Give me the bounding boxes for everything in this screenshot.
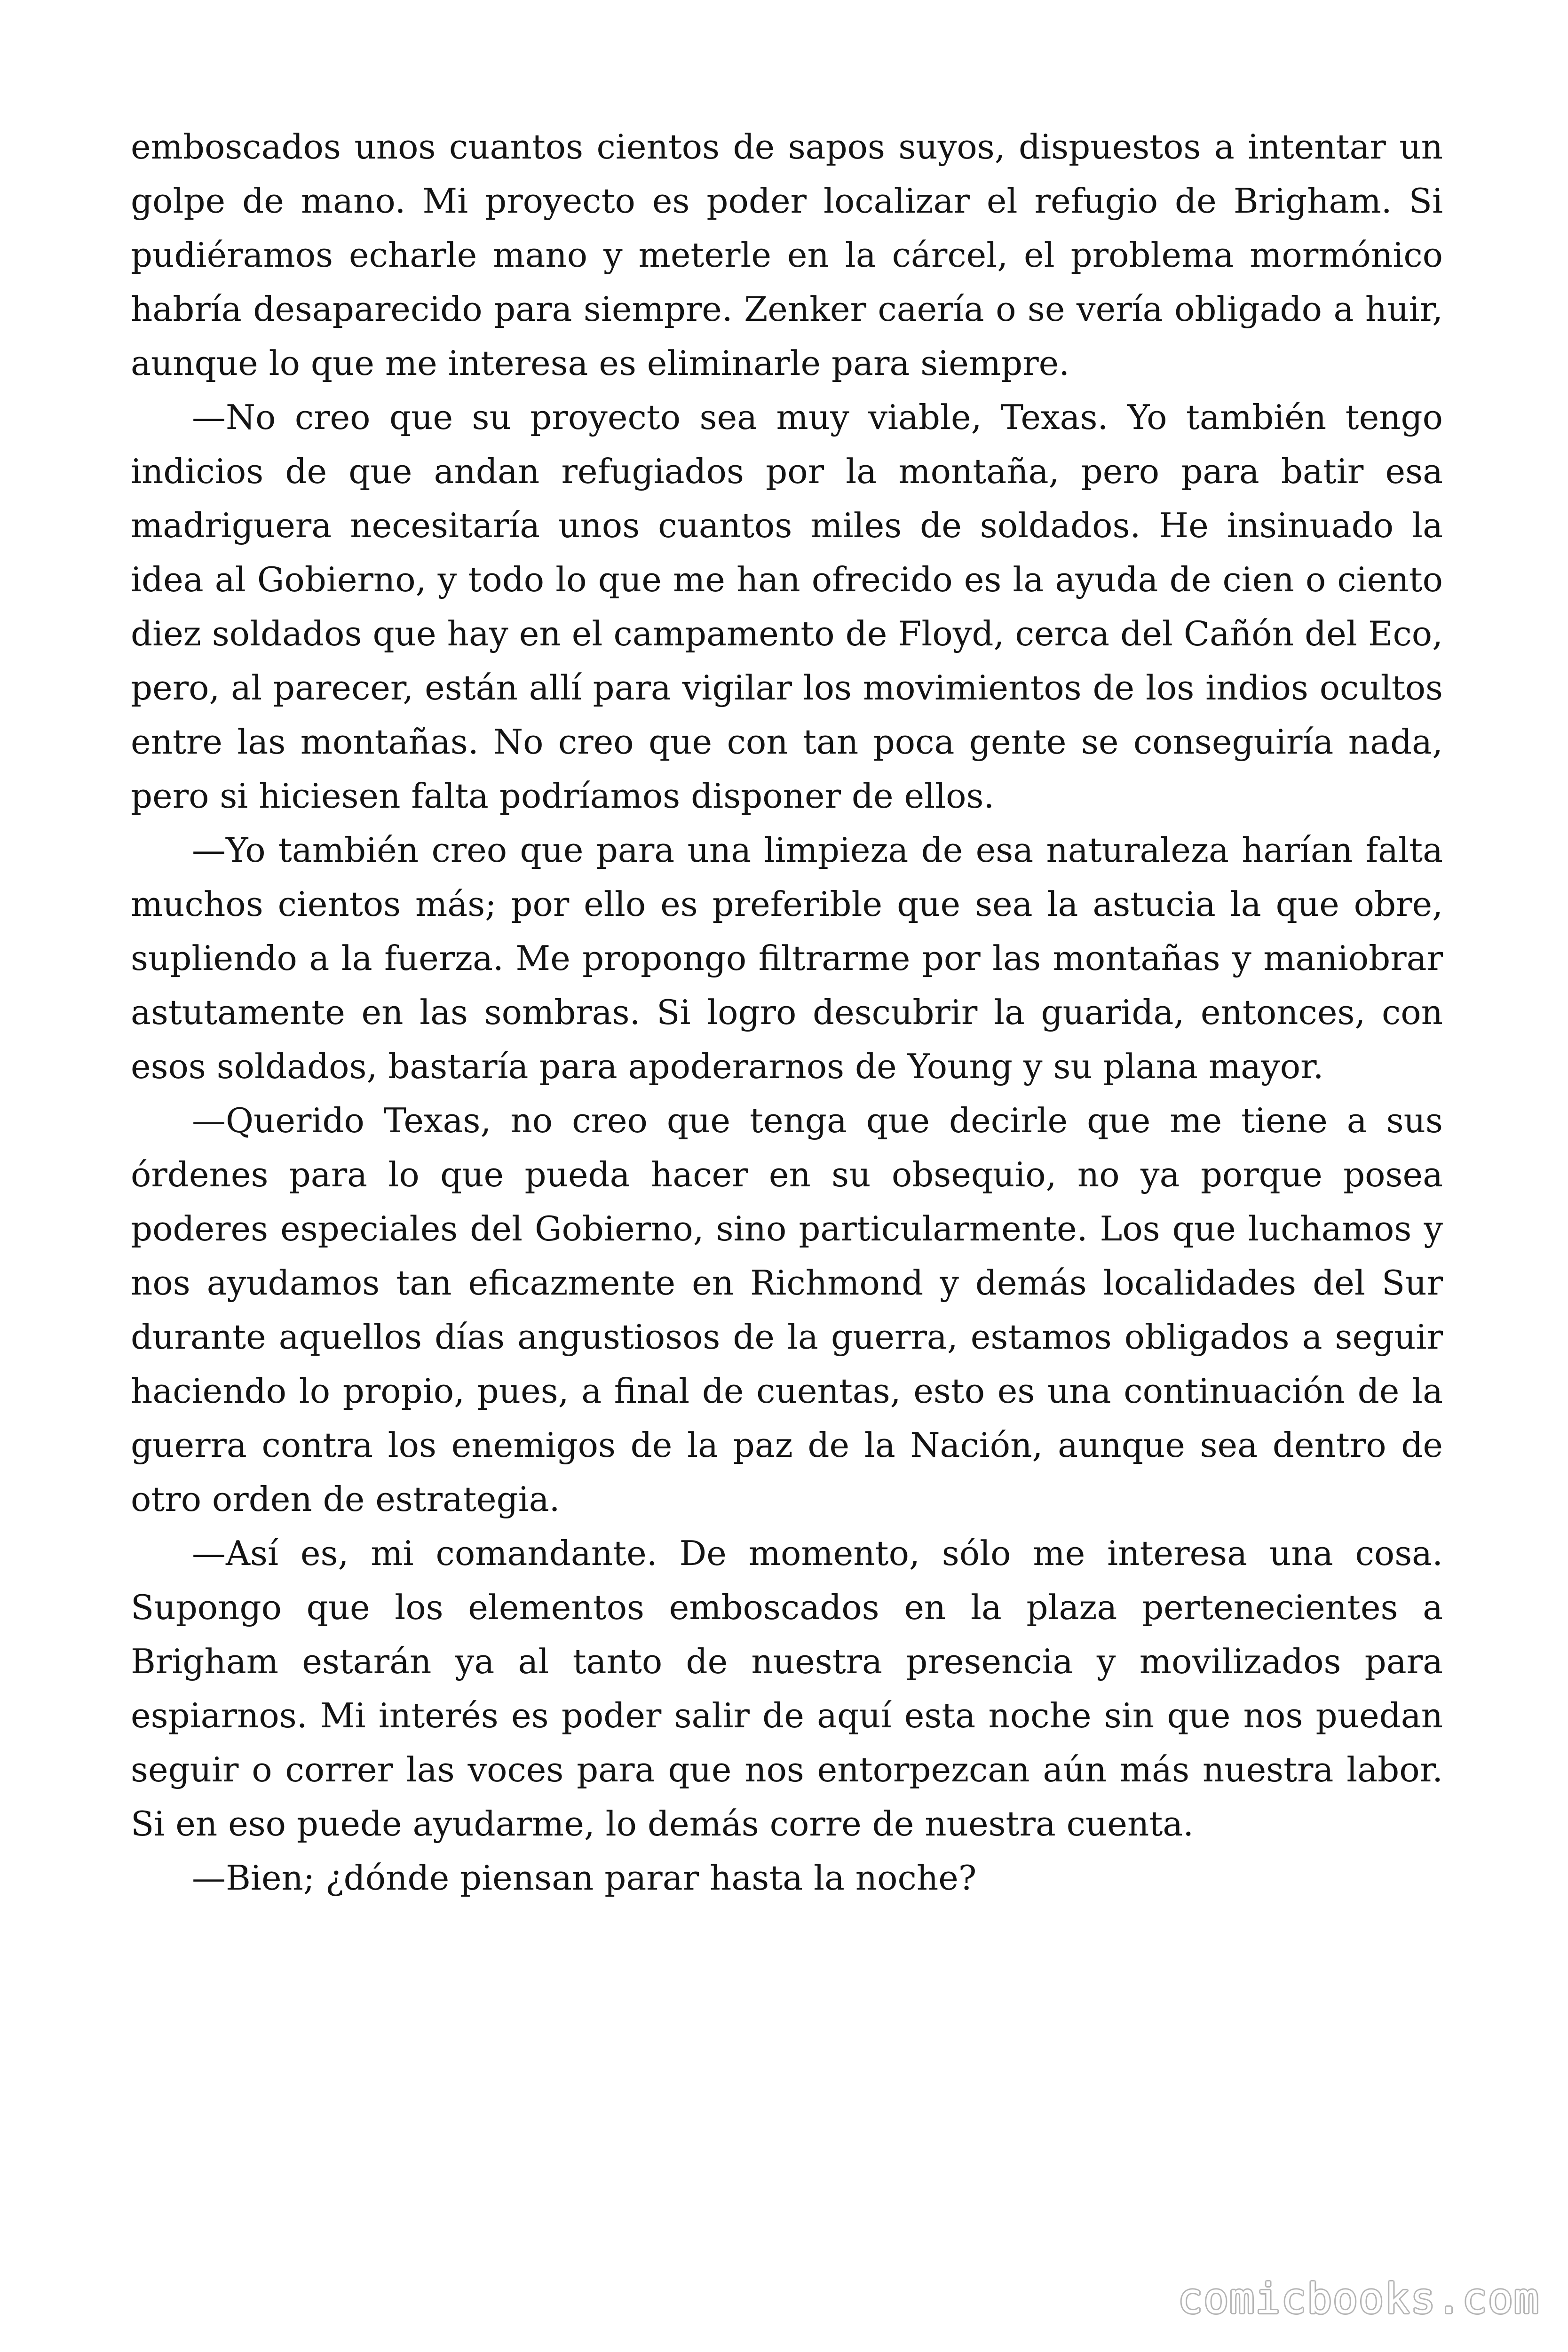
page-body <box>131 120 1443 1905</box>
paragraph-6: —Bien; ¿dónde piensan parar hasta la noche? <box>192 1858 977 1898</box>
paragraph-3: —Yo también creo que para una limpieza de esa naturaleza harían falta muchos cientos más; por ello es preferible que sea la astucia la que obre, supliendo a la fuerza. Me propongo filtrarme por las montañas y maniobrar astutamente en las sombras. Si logro descubrir la guarida, entonces, con esos soldados, bastaría para apoderarnos de Young y su plana mayor. <box>131 830 1443 1086</box>
paragraph-2: —No creo que su proyecto sea muy viable, Texas. Yo también tengo indicios de que andan refugiados por la montaña, pero para batir esa madriguera necesitaría unos cuantos miles de soldados. He insinuado la idea al Gobierno, y todo lo que me han ofrecido es la ayuda de cien o ciento diez soldados que hay en el campamento de Floyd, cerca del Cañón del Eco, pero, al parecer, están allí para vigilar los movimientos de los indios ocultos entre las montañas. No creo que con tan poca gente se conseguiría nada, pero si hiciesen falta podríamos disponer de ellos. <box>131 397 1443 816</box>
paragraph-1: emboscados unos cuantos cientos de sapos suyos, dispuestos a intentar un golpe de mano. Mi proyecto es poder localizar el refugio de Brigham. Si pudiéramos echarle mano y meterle en la cárcel, el problema mormónico habría desaparecido para siempre. Zenker caería o se vería obligado a huir, aunque lo que me interesa es eliminarle para siempre. <box>131 127 1443 383</box>
paragraph-4: —Querido Texas, no creo que tenga que decirle que me tiene a sus órdenes para lo que pueda hacer en su obsequio, no ya porque posea poderes especiales del Gobierno, sino particularmente. Los que luchamos y nos ayudamos tan eficazmente en Richmond y demás localidades del Sur durante aquellos días angustiosos de la guerra, estamos obligados a seguir haciendo lo propio, pues, a final de cuentas, esto es una continuación de la guerra contra los enemigos de la paz de la Nación, aunque sea dentro de otro orden de estrategia. <box>131 1101 1443 1519</box>
paragraph-5: —Así es, mi comandante. De momento, sólo me interesa una cosa. Supongo que los elementos emboscados en la plaza pertenecientes a Brigham estarán ya al tanto de nuestra presencia y movilizados para espiarnos. Mi interés es poder salir de aquí esta noche sin que nos puedan seguir o correr las voces para que nos entorpezcan aún más nuestra labor. Si en eso puede ayudarme, lo demás corre de nuestra cuenta. <box>131 1534 1443 1843</box>
watermark: comicbooks.com <box>1178 2274 1540 2323</box>
